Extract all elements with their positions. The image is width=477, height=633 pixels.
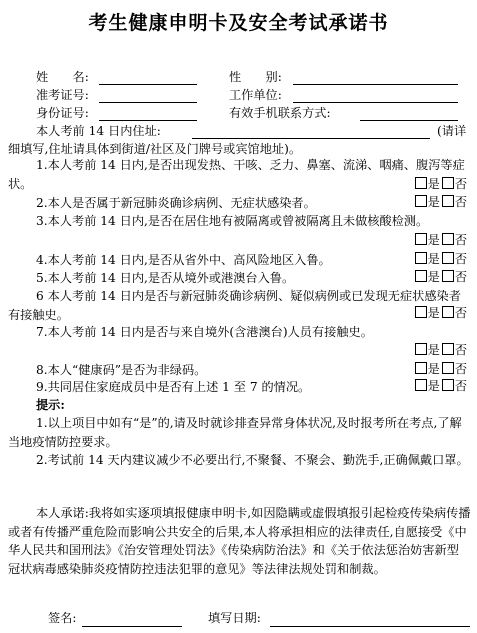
tip-1: 1.以上项目中如有“是”的,请及时就诊排查异常身体状况,及时报考所在考点,了解当地疫情防控要求。 [8,416,462,449]
signature-field[interactable] [82,626,182,627]
question-7: 7.本人考前 14 日内是否与来自境外(含港澳台)人员有接触史。 [36,325,373,339]
gender-label: 性 别: [229,70,282,84]
id-no-label: 身份证号: [36,106,89,120]
answer-2[interactable]: 是 否 [413,194,467,211]
gender-field[interactable] [293,84,458,85]
tips-heading: 提示: [36,398,65,412]
address-field[interactable] [192,138,430,139]
question-2: 2.本人是否属于新冠肺炎确诊病例、无症状感染者。 [36,196,316,210]
exam-no-field[interactable] [99,102,197,103]
signature-label: 签名: [48,611,77,625]
answer-3[interactable]: 是 否 [413,232,467,249]
answer-6[interactable]: 是 否 [413,305,467,322]
no-checkbox[interactable] [442,270,454,282]
answer-7[interactable]: 是 否 [413,342,467,359]
yes-checkbox[interactable] [415,252,427,264]
address-note: 细填写,住址请具体到街道/社区及门牌号或宾馆地址)。 [8,142,302,156]
question-9: 9.共同居住家庭成员中是否有上述 1 至 7 的情况。 [36,380,311,394]
yes-checkbox[interactable] [415,177,427,189]
yes-checkbox[interactable] [415,233,427,245]
yes-checkbox[interactable] [415,270,427,282]
no-checkbox[interactable] [442,362,454,374]
name-label: 姓 名: [36,70,89,84]
address-note-start: (请详 [437,124,467,138]
answer-9[interactable]: 是 否 [413,378,467,395]
question-6: 6 本人考前 14 日内是否与新冠肺炎确诊病例、疑似病例或已发现无症状感染者有接触史。 [8,289,461,322]
answer-8[interactable]: 是 否 [413,361,467,378]
commitment-text: 本人承诺:我将如实逐项填报健康申明卡,如因隐瞒或虚假填报引起检疫传染病传播或者有传播严重危险而影响公共安全的后果,本人将承担相应的法律责任,自愿接受《中华人民共和国刑法》《治安管理处罚法》《传染病防治法》和《关于依法惩治妨害新型冠状病毒感染肺炎疫情防控违法犯罪的意见》等法律法规处罚和制裁。 [8,506,471,576]
exam-no-label: 准考证号: [36,88,89,102]
work-unit-label: 工作单位: [229,88,282,102]
question-1: 1.本人考前 14 日内,是否出现发热、干咳、乏力、鼻塞、流涕、咽痛、腹泻等症状。 [8,158,465,191]
tip-2: 2.考试前 14 天内建议减少不必要出行,不聚餐、不聚会、勤洗手,正确佩戴口罩。 [36,453,469,467]
phone-label: 有效手机联系方式: [229,106,331,120]
answer-5[interactable]: 是 否 [413,269,467,286]
no-checkbox[interactable] [442,252,454,264]
date-field[interactable] [270,626,470,627]
no-checkbox[interactable] [442,379,454,391]
answer-4[interactable]: 是 否 [413,251,467,268]
date-label: 填写日期: [208,611,261,625]
no-checkbox[interactable] [442,177,454,189]
no-checkbox[interactable] [442,343,454,355]
form-title: 考生健康申明卡及安全考试承诺书 [88,12,389,34]
no-checkbox[interactable] [442,195,454,207]
question-8: 8.本人“健康码”是否为非绿码。 [36,363,207,377]
id-no-field[interactable] [99,120,197,121]
yes-checkbox[interactable] [415,343,427,355]
phone-field[interactable] [360,120,458,121]
no-checkbox[interactable] [442,306,454,318]
question-3: 3.本人考前 14 日内,是否在居住地有被隔离或曾被隔离且未做核酸检测。 [36,214,429,228]
yes-checkbox[interactable] [415,195,427,207]
question-5: 5.本人考前 14 日内,是否从境外或港澳台入鲁。 [36,271,295,285]
name-field[interactable] [99,84,197,85]
yes-checkbox[interactable] [415,362,427,374]
yes-checkbox[interactable] [415,379,427,391]
answer-1[interactable]: 是 否 [413,176,467,193]
address-label: 本人考前 14 日内住址: [36,124,161,138]
work-unit-field[interactable] [293,102,458,103]
no-checkbox[interactable] [442,233,454,245]
question-4: 4.本人考前 14 日内,是否从省外中、高风险地区入鲁。 [36,253,331,267]
yes-checkbox[interactable] [415,306,427,318]
